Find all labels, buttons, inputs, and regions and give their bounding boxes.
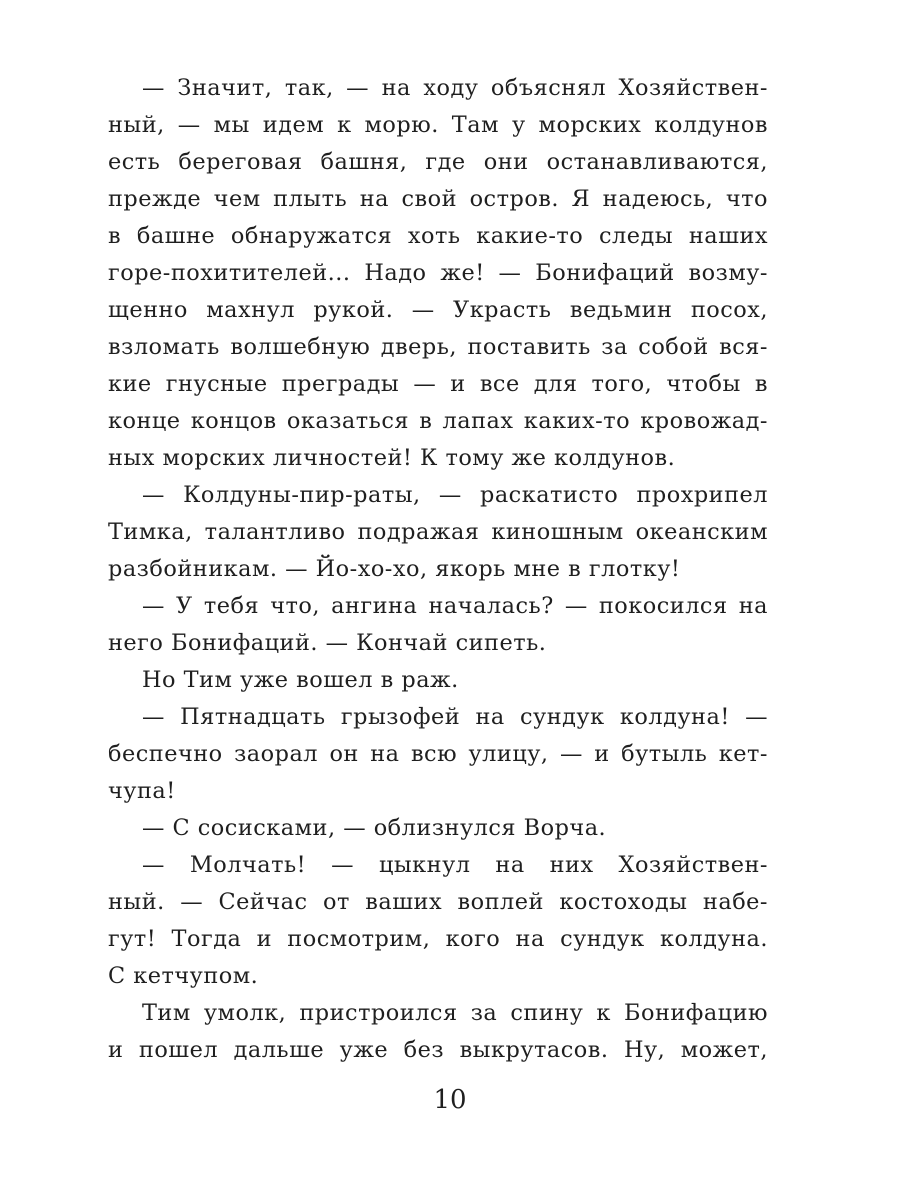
page-number: 10 xyxy=(433,1085,467,1115)
text-line: горе-похитителей... Надо же! — Бонифаций возму- xyxy=(108,260,768,286)
text-line: чупа! xyxy=(108,778,176,804)
text-line: — Молчать! — цыкнул на них Хозяйствен- xyxy=(142,852,768,878)
text-line: С кетчупом. xyxy=(108,963,259,989)
text-line: Тимка, талантливо подражая киношным океанским xyxy=(108,519,768,545)
text-line: — С сосисками, — облизнулся Ворча. xyxy=(142,815,607,841)
text-line: — Пятнадцать грызофей на сундук колдуна! — xyxy=(142,704,768,730)
text-line: него Бонифаций. — Кончай сипеть. xyxy=(108,630,547,656)
text-line: беспечно заорал он на всю улицу, — и бутыль кет- xyxy=(108,741,768,767)
text-line: и пошел дальше уже без выкрутасов. Ну, может, xyxy=(108,1037,768,1063)
text-line: прежде чем плыть на свой остров. Я надеюсь, что xyxy=(108,186,768,212)
text-line: взломать волшебную дверь, поставить за собой вся- xyxy=(108,334,768,360)
text-line: Тим умолк, пристроился за спину к Бонифацию xyxy=(142,1000,768,1026)
text-line: щенно махнул рукой. — Украсть ведьмин посох, xyxy=(108,297,768,323)
text-line: ный, — мы идем к морю. Там у морских колдунов xyxy=(108,112,768,138)
text-line: в башне обнаружатся хоть какие-то следы наших xyxy=(108,223,768,249)
text-line: ный. — Сейчас от ваших воплей костоходы набе- xyxy=(108,889,768,915)
text-line: ных морских личностей! К тому же колдунов. xyxy=(108,445,676,471)
text-line: разбойникам. — Йо-хо-хо, якорь мне в глотку! xyxy=(108,556,681,582)
text-line: — Колдуны-пир-раты, — раскатисто прохрипел xyxy=(142,482,768,508)
text-line: есть береговая башня, где они останавливаются, xyxy=(108,149,768,175)
body-text xyxy=(108,70,768,1069)
text-line: Но Тим уже вошел в раж. xyxy=(142,667,459,693)
text-line: — У тебя что, ангина началась? — покосился на xyxy=(142,593,768,619)
text-line: конце концов оказаться в лапах каких-то кровожад- xyxy=(108,408,768,434)
text-line: — Значит, так, — на ходу объяснял Хозяйствен- xyxy=(142,75,768,101)
text-line: кие гнусные преграды — и все для того, чтобы в xyxy=(108,371,768,397)
text-line: гут! Тогда и посмотрим, кого на сундук колдуна. xyxy=(108,926,768,952)
